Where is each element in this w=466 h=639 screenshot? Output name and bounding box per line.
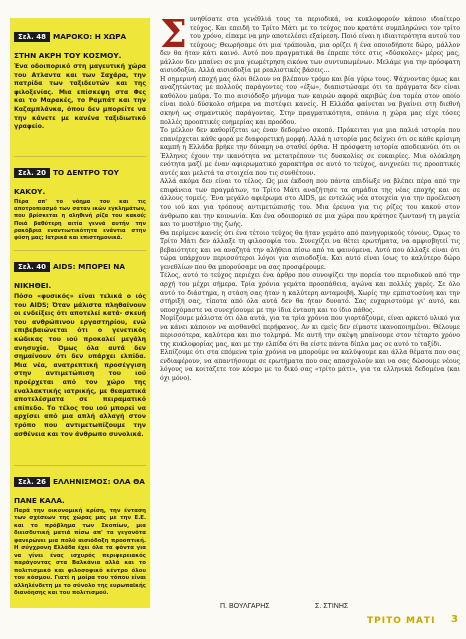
item-title: ΕΛΛΗΝΙΣΜΟΣ: ΟΛΑ ΘΑ ΠΑΝΕ ΚΑΛΑ. <box>14 477 145 505</box>
page-ref: Σελ. 26 <box>14 477 50 487</box>
item-text: Ένα οδοιπορικό στη μαγευτική χώρα του Ατλαντα και των Σαχάρα, την πατρίδα των ταξιδευτών και της φιλοξενίας. Μια επίσκεψη στα Φες και το Μαρακές, το Ραμπάτ και την Καζαμπλάνκα, όπου δεν μπορείτε να την κάνετε με κανένα ταξιδιωτικό γραφείο. <box>14 63 146 131</box>
article-paragraph: Αλλά ακόμα δεν είναι το τέλος. Ως μια έκδοση που πάντα επιδίωξε να βλέπει πέρα από την επιφάνεια των πραγμάτων, το Τρίτο Μάτι αναζήτησε τα σημάδια της νέας εποχής και σε άλλους τομείς. Ένα μεγάλο αφιέρωμα στο AIDS, με εντελώς νέα στοιχεία για την προέλευση του ιού και για τρόπους αντιμετώπισής του. Μια έρευνα για τις ρίζες του κακού στον άνθρωπο και την κοινωνία. Και ένα οδοιπορικό σε μια χώρα που κράτησε ζωντανή τη μαγεία και το μυστήριο της ζωής. <box>160 178 460 229</box>
divider <box>14 156 146 157</box>
page-ref: Σελ. 40 <box>14 262 50 272</box>
item-text: Παρά την οικονομική κρίση, την ένταση των σχέσεων της χώρας μας με την Ε.Ε. και το πρόβλημα των Σκοπίων, μια διεισδυτική ματιά πίσω απ' τα γεγονότα φανερώνει μια πολύ αισιόδοξη προοπτική. Η σύγχρονη Ελλάδα έχει όλα τα φόντα για να γίνει ένας ισχυρός περιφερειακός παράγοντας στα Βαλκάνια αλλά και το πολιτισμικό και φιλοσοφικό κέντρο όλου του κόσμου. Γιατί η μοίρα του τόπου είναι αλληλένδετη με το σύνολο της ευρωπαϊκής διανόησης και του πολιτισμού. <box>14 508 146 597</box>
page-footer <box>160 603 460 625</box>
article-paragraph: Το μέλλον δεν καθορίζεται ως έναν δεδομένο σκοπό. Πρόκειται για μια παλιά ιστορία που επανέρχεται κάθε φορά με διαφορετική μορφή. Αλλά η ιστορία μας δείχνει ότι σε κάθε κρίσιμη καμπή η Ελλάδα βρήκε την δύναμη να σταθεί όρθια. Η πρόσφατη ιστορία αποδεικνύει ότι οι Έλληνες έχουν την ικανότητα να μετατρέπουν τις δυσκολίες σε ευκαιρίες. Μια ολόκληρη ενότητα μαζί με έναν αφιερωματικό χαρακτήρα σε αυτό το τεύχος, ανιχνεύει τις προοπτικές αυτές και μελετά τα στοιχεία που τις συνθέτουν. <box>160 127 460 177</box>
item-text: Πέρα απ' το νόημα του και τις αποτροπιασμό των σαταν ικών εγκλημάτων, που βρίσκεται η αληθινή ρίζα του κακού; Ποιά βαθύτερη αιτία γεννά αυτήν την ρακόβρια εναντιωτικότητα ενάντια στην φύση μας; Ιατρικά και επιστημονικά. <box>14 199 146 242</box>
author-signature: Π. ΒΟΥΛΓΑΡΗΣ <box>220 603 270 610</box>
article-paragraph: υνηθίσατε στα γενέθλιά τους τα περιοδικά, να κυκλοφορούν κάποιο ιδιαίτερο τεύχος. Και επειδή το Τρίτο Μάτι με το τεύχος που κρατάτε συμπληρώνει τον τρίτο του χρόνο, είπαμε να μην αποτελέσει εξαίρεση. Ποιό είναι η ιδιαιτερότητα αυτού του τεύχους; Θεωρήσαμε ότι μια τράπουλα, μια ορίζει ή ένα οποιοδήποτε δώρο, μάλλον δεν θα ήταν κάτι καινό. Αυτό που πραγματικά θα έπρεπε τότε στις «δύσκολες» μέρες μας, μάλλον δεν μπαίνει σε μια γεωμέτρηση εικόνα των συντυπωμένων. Μελάμε για την πρόσφατη αισιοδοξία. Αλλά αισιοδοξία με ρεαλιστικές βάσεις... <box>160 16 460 75</box>
article-paragraph: Τέλος, αυτό το τεύχος περιέχει ένα άρθρο που συνοψίζει την πορεία του περιοδικού από την αρχή του μέχρι σήμερα. Τρία χρόνια γεμάτα προσπάθεια, αγώνα και πολλές χαρές. Σε όλο αυτό το διάστημα, η στάση σας ήταν η καλύτερη ανταμοιβή. Χωρίς την εμπιστοσύνη και την στήριξή σας, τίποτα από όλα αυτά δεν θα ήταν δυνατό. Σας ευχαριστούμε γι' αυτό, και υποσχόμαστε να συνεχίσουμε με την ίδια ένταση και το ίδιο πάθος. <box>160 272 460 314</box>
contents-sidebar <box>10 18 150 608</box>
item-title: AIDS: ΜΠΟΡΕΙ ΝΑ ΝΙΚΗΘΕΙ. <box>14 262 125 290</box>
author-signature: Σ. ΣΤΙΝΗΣ <box>315 603 349 610</box>
article-body <box>160 11 460 384</box>
divider <box>14 465 146 466</box>
article-paragraph: Νομίζουμε μάλιστα ότι όλα αυτά, για τα τρία χρόνια που γιορτάζουμε, είναι αρκετό υλικό για να κάνει κάποιον να αισθανθεί περήφανος. Αν κι εμείς δεν είμαστε ικανοποιημένοι. Θέλουμε περισσότερα, καλύτερα και πιο τολμηρά. Με αυτή την σκέψη μπαίνουμε στον τέταρτο χρόνο της κυκλοφορίας μας, και με την ελπίδα ότι θα είστε πάντα δίπλα μας σε αυτό το ταξίδι. <box>160 315 460 348</box>
item-text: Πόσο «φυσικός» είναι τελικά ο ιός του AIDS; Όταν μάλιστα πληθαίνουν οι ενδείξεις ότι αποτελεί κατά- σκευή του ανθρώπινου εργαστηρίου, ενώ επιβεβαιώνεται ότι ο γενετικός κώδικας του ιού προκαλεί μεγάλη ανησυχία. Όμως όλα αυτά δεν σημαίνουν ότι δεν υπάρχει ελπίδα. Μια νέα, ανατρεπτική προσέγγιση στην αντιμετώπιση του ιού προέρχεται από τον χώρο της εναλλακτικής ιατρικής, με θεαματικά αποτελέσματα σε πειραματικό επίπεδο. Το τέλος του ιού μπορεί να αρχίσει από μια απλή αλλαγή στον τρόπο που αντιμετωπίζουμε την ασθένεια και τον άνθρωπο συνολικά. <box>14 293 146 438</box>
editorial-article <box>160 11 460 596</box>
magazine-name: ΤΡΙΤΟ ΜΑΤΙ <box>367 616 436 626</box>
item-title: ΜΑΡΟΚΟ: Η ΧΩΡΑ ΣΤΗΝ ΑΚΡΗ ΤΟΥ ΚΟΣΜΟΥ. <box>14 32 127 60</box>
page-ref: Σελ. 48 <box>14 32 50 42</box>
drop-cap: Σ <box>160 11 187 56</box>
page-number: 3 <box>451 614 458 625</box>
contents-item-evil-tree <box>14 160 146 242</box>
article-paragraph: Η σημερινή εποχή μας όλοι θέλουν να βλέπουν τρόμο και βία γύρω τους. Ψάχνοντας όμως και αναζητώντας με πολλούς παράγοντες του «έξω», διαπιστώσαμε ότι τα πράγματα δεν είναι καθόλου μαύρα. Το πιο αισιόδοξο μήνυμα των καιρών αφορά ακριβώς ένα τομέα στον οποίο είναι πολύ δύσκολο σήμερα να πιστέψει κανείς. Η Ελλάδα φαίνεται να βγαίνει στη διεθνή σκηνή ως σημαντικός παράγοντας. Στην πραγματικότητα, σπάνια η χώρα μας είχε τόσες πολλές προοπτικές ευημερίας και προόδου. <box>160 75 460 126</box>
article-paragraph: Ελπίζουμε ότι στα επόμενα τρία χρόνια να μπορούμε να καλύψουμε και άλλα θέματα που σας ενδιαφέρουν, να απαντήσουμε σε ερωτήματα που σας απασχολούν και να σας δώσουμε νέους λόγους να κοιτάζετε τον κόσμο με το δικό σας «τρίτο μάτι», για τα ελληνικά δεδομένα (και όχι μόνο). <box>160 349 460 382</box>
divider <box>14 250 146 251</box>
contents-item-hellenism <box>14 469 146 598</box>
item-title: ΤΟ ΔΕΝΤΡΟ ΤΟΥ ΚΑΚΟΥ. <box>14 168 119 196</box>
article-paragraph: Θα περίμενε κανείς ότι ένα τέτοιο τεύχος θα ήταν γεμάτο από πανηγυρικούς τόνους. Όμως το Τρίτο Μάτι δεν άλλαξε τη φιλοσοφία του. Συνεχίζει να θέτει ερωτήματα, να αμφισβητεί τις βεβαιότητες και να αναζητά την αλήθεια πίσω από τα φαινόμενα. Αυτό που άλλαξε είναι ότι τώρα υπάρχουν περισσότεροι λόγοι για αισιοδοξία. Και αυτό είναι ίσως το καλύτερο δώρο γενεθλίων που θα μπορούσαμε να σας προσφέρουμε. <box>160 229 460 271</box>
contents-item-morocco <box>14 24 146 132</box>
contents-item-aids <box>14 254 146 439</box>
page-ref: Σελ. 20 <box>14 168 50 178</box>
